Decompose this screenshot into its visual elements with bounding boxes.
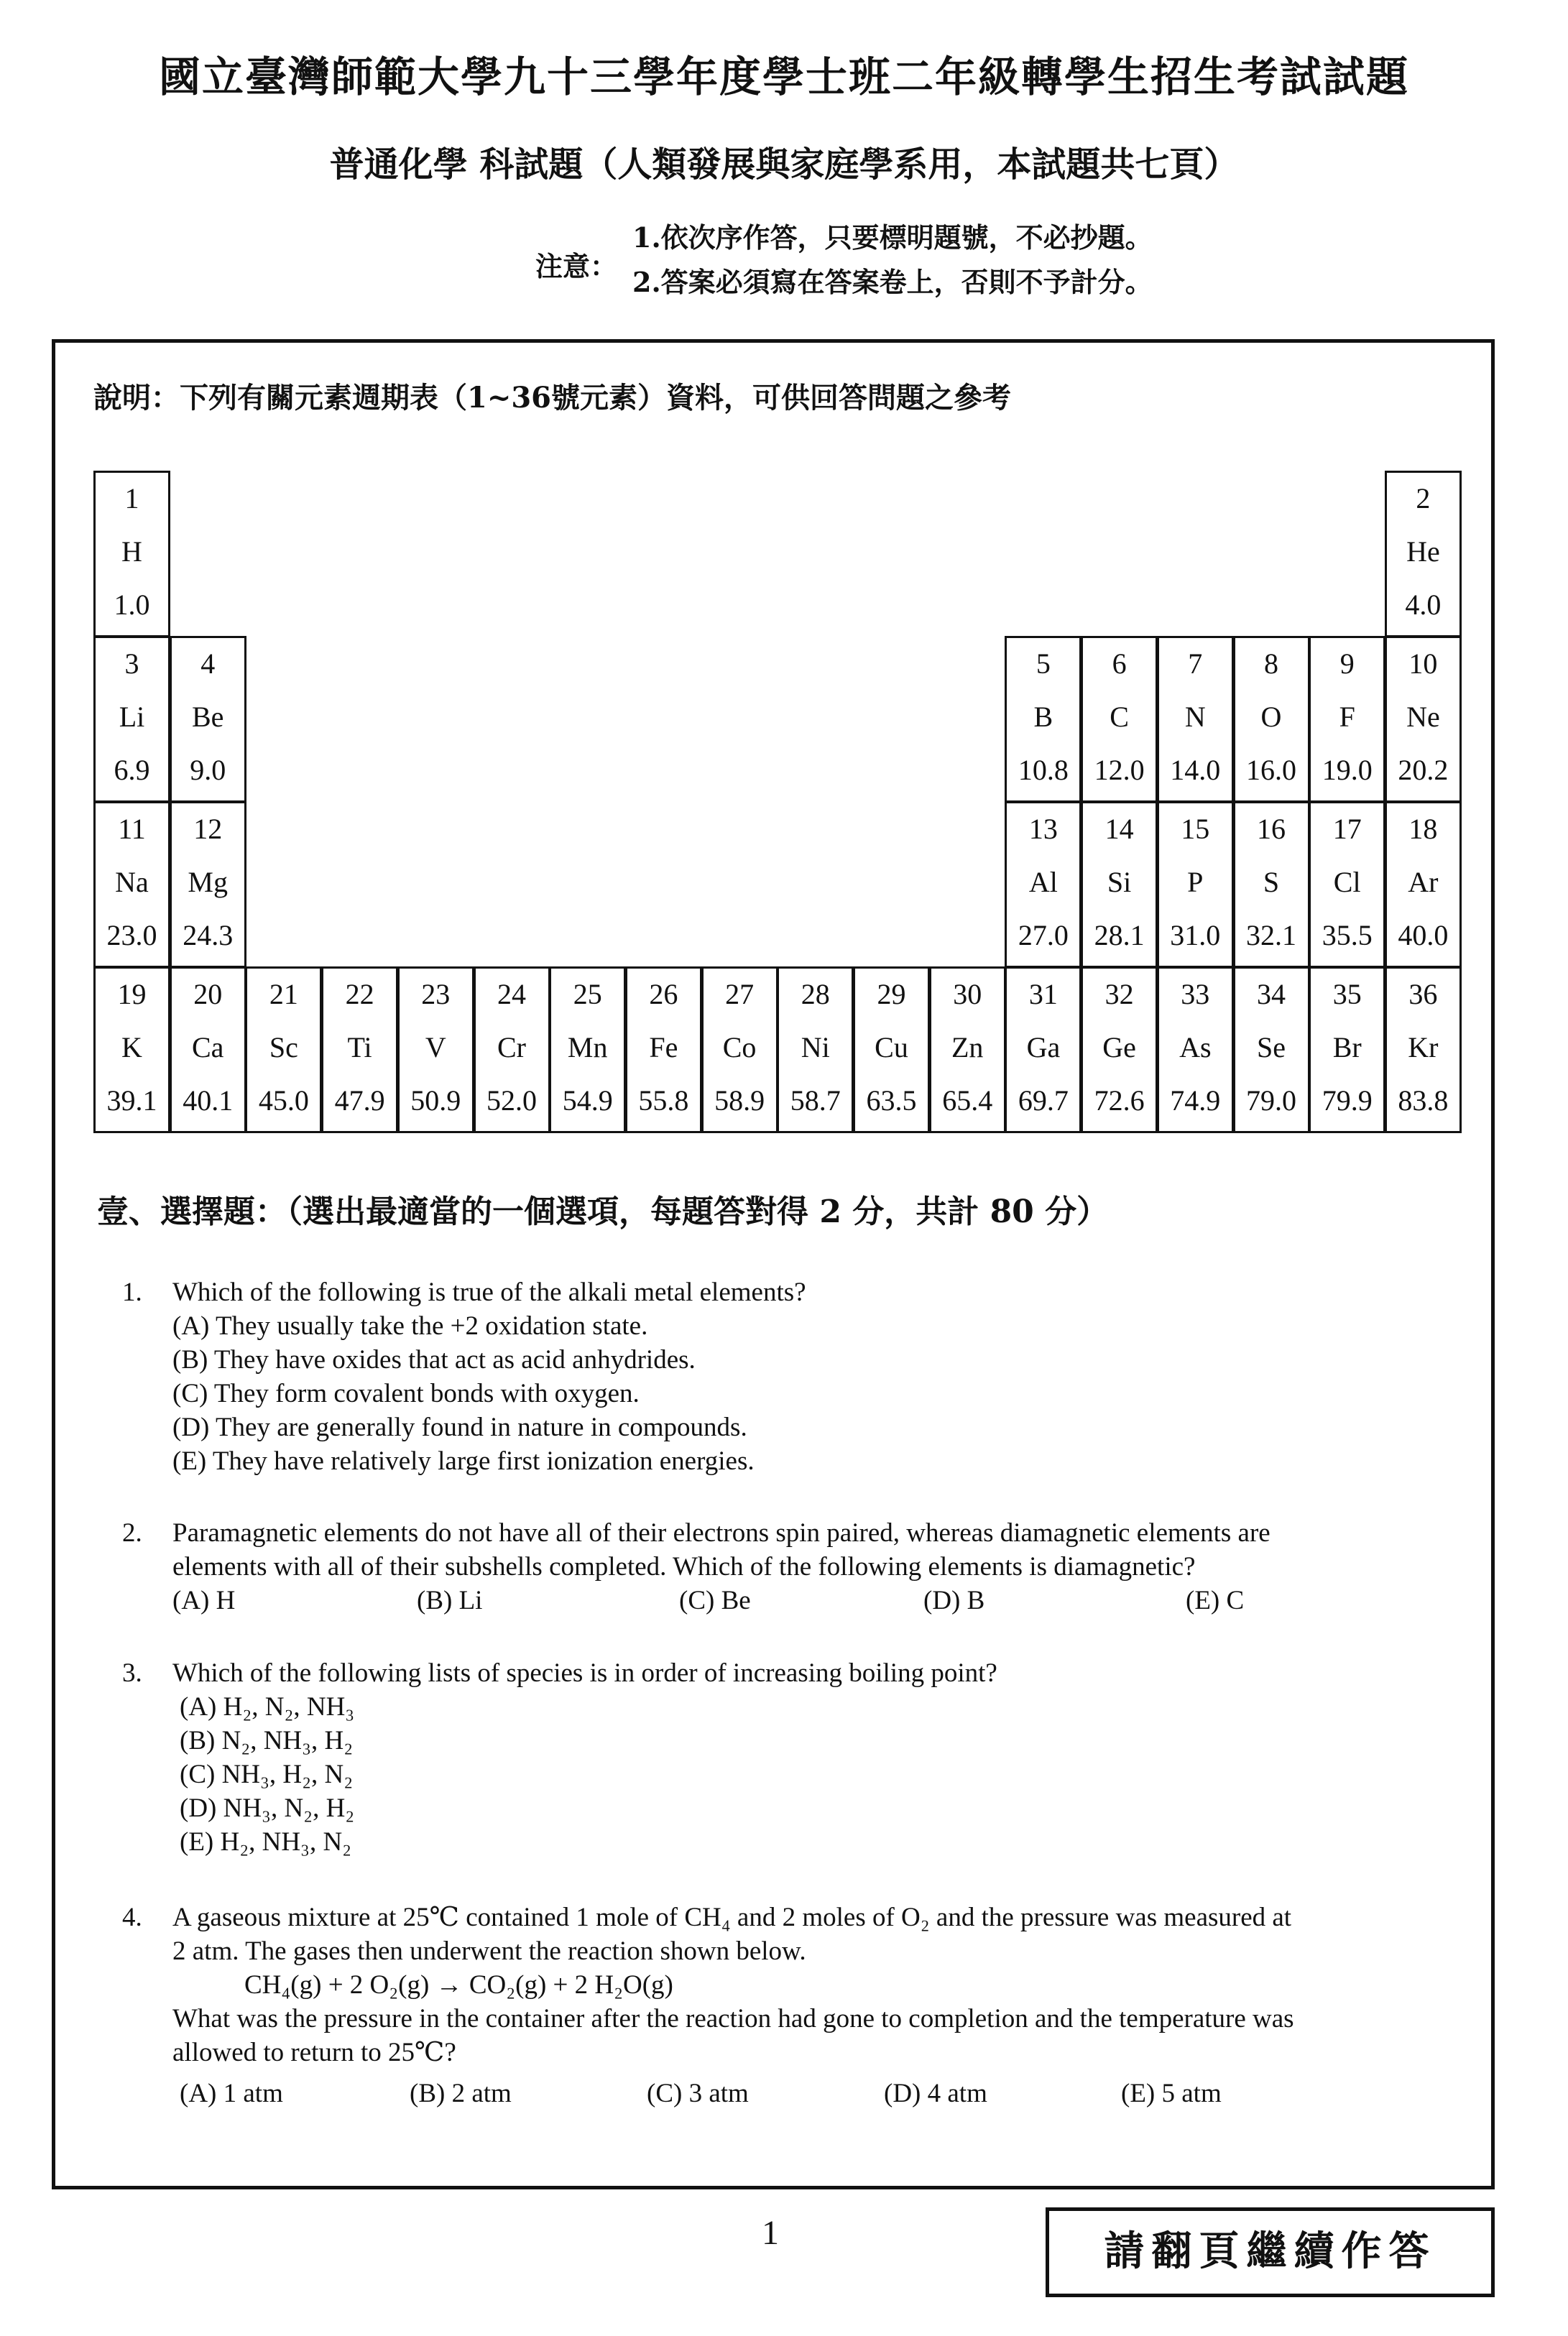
element-weight: 52.0 [486,1084,537,1117]
element-weight: 10.8 [1018,754,1069,786]
element-weight: 12.0 [1094,754,1145,786]
element-cell-36 [1385,966,1462,1133]
option-c: (C) 3 atm [647,2079,749,2108]
element-weight: 31.0 [1170,919,1221,951]
element-number: 19 [117,978,147,1010]
continue-notice: 請翻頁繼續作答 [1046,2207,1495,2297]
element-number: 9 [1339,647,1355,680]
element-number: 35 [1332,978,1362,1010]
option-d: (D) B [923,1586,985,1615]
element-symbol: Ca [191,1031,224,1063]
element-symbol: Ar [1408,866,1439,898]
element-number: 28 [801,978,830,1010]
element-weight: 74.9 [1170,1084,1221,1117]
element-symbol: Cu [875,1031,908,1063]
option-a: (A) H [172,1586,236,1615]
question-1 [122,1275,1452,1491]
element-number: 31 [1028,978,1058,1010]
element-symbol: Mn [567,1031,608,1063]
question-number: 1. [122,1278,142,1307]
element-weight: 4.0 [1405,588,1442,621]
option-b: (B) 2 atm [410,2079,512,2108]
element-number: 6 [1112,647,1127,680]
element-cell-25 [549,966,626,1133]
element-number: 3 [124,647,139,680]
element-cell-34 [1233,966,1310,1133]
element-number: 30 [953,978,982,1010]
element-cell-10 [1385,636,1462,803]
element-symbol: Sc [269,1031,298,1063]
element-symbol: Be [191,701,224,733]
element-cell-8 [1233,636,1310,803]
element-symbol: Ga [1026,1031,1061,1063]
element-symbol: Zn [951,1031,984,1063]
element-number: 32 [1104,978,1134,1010]
element-weight: 32.1 [1246,919,1296,951]
option-e: (E) C [1186,1586,1245,1615]
element-weight: 79.9 [1322,1084,1373,1117]
element-cell-7 [1157,636,1234,803]
element-weight: 63.5 [866,1084,917,1117]
element-number: 29 [877,978,906,1010]
question-4 [122,1901,1473,2130]
option-e: (E) They have relatively large first ionization energies. [172,1446,755,1476]
element-cell-17 [1309,801,1385,968]
exam-title: 國立臺灣師範大學九十三學年度學士班二年級轉學生招生考試試題 [158,52,1409,101]
option-a: (A) 1 atm [180,2079,283,2108]
question-2 [122,1516,1473,1631]
element-symbol: Al [1028,866,1058,898]
element-number: 33 [1181,978,1210,1010]
option-d: (D) NH₃, N₂, H₂ [180,1793,355,1823]
option-c: (C) NH₃, H₂, N₂ [180,1760,354,1789]
element-weight: 69.7 [1018,1084,1069,1117]
question-text-line-2: elements with all of their subshells completed. Which of the following elements is diamagnetic? [172,1552,1196,1582]
element-cell-5 [1005,636,1082,803]
element-weight: 19.0 [1322,754,1373,786]
element-symbol: H [121,535,142,568]
element-symbol: He [1406,535,1440,568]
element-number: 2 [1416,482,1431,514]
section-heading: 壹、選擇題：（選出最適當的一個選項，每題答對得 2 分，共計 80 分） [97,1194,1109,1230]
element-symbol: O [1260,701,1282,733]
reaction-equation: CH₄(g) + 2 O₂(g) → CO₂(g) + 2 H₂O(g) [244,1970,673,2000]
question-text-line-1: Paramagnetic elements do not have all of their electrons spin paired, whereas diamagnetic elements are [172,1518,1270,1548]
element-weight: 16.0 [1246,754,1296,786]
element-symbol: P [1187,866,1204,898]
element-number: 22 [345,978,374,1010]
element-symbol: K [121,1031,142,1063]
element-cell-2 [1385,471,1462,637]
option-b: (B) They have oxides that act as acid anhydrides. [172,1345,696,1375]
element-cell-30 [929,966,1006,1133]
element-symbol: Ti [347,1031,372,1063]
element-weight: 9.0 [190,754,226,786]
element-number: 12 [193,813,223,845]
element-cell-12 [170,801,246,968]
element-weight: 1.0 [114,588,150,621]
element-number: 11 [118,813,146,845]
element-number: 4 [200,647,216,680]
element-weight: 83.8 [1398,1084,1449,1117]
element-cell-18 [1385,801,1462,968]
option-c: (C) Be [679,1586,751,1615]
periodic-table-intro: 說明：下列有關元素週期表（1~36號元素）資料，可供回答問題之參考 [93,381,1012,415]
element-weight: 45.0 [258,1084,309,1117]
element-weight: 50.9 [410,1084,461,1117]
element-cell-21 [245,966,322,1133]
element-symbol: Se [1257,1031,1286,1063]
element-number: 7 [1188,647,1203,680]
option-b: (B) Li [417,1586,483,1615]
question-number: 3. [122,1658,142,1688]
question-text-line-2: 2 atm. The gases then underwent the reaction shown below. [172,1936,806,1966]
question-text-line-4: allowed to return to 25℃? [172,2038,456,2067]
element-symbol: S [1263,866,1280,898]
element-cell-11 [93,801,170,968]
element-cell-31 [1005,966,1082,1133]
option-d: (D) They are generally found in nature in compounds. [172,1413,747,1442]
element-weight: 40.1 [183,1084,234,1117]
notes-label: 注意： [535,250,618,282]
element-cell-1 [93,471,170,637]
element-cell-23 [397,966,474,1133]
option-e: (E) 5 atm [1121,2079,1222,2108]
element-weight: 39.1 [106,1084,157,1117]
element-symbol: Co [722,1031,757,1063]
element-cell-28 [777,966,854,1133]
element-symbol: Ne [1406,701,1440,733]
element-number: 25 [573,978,602,1010]
element-weight: 72.6 [1094,1084,1145,1117]
element-weight: 6.9 [114,754,150,786]
element-number: 17 [1332,813,1362,845]
question-number: 2. [122,1518,142,1548]
element-symbol: C [1110,701,1129,733]
element-symbol: Si [1107,866,1132,898]
option-d: (D) 4 atm [884,2079,987,2108]
element-symbol: Cl [1333,866,1361,898]
element-cell-35 [1309,966,1385,1133]
element-cell-29 [853,966,930,1133]
note-1: 1.依次序作答，只要標明題號，不必抄題。 [632,221,1153,254]
element-number: 26 [649,978,678,1010]
element-cell-33 [1157,966,1234,1133]
option-a: (A) H₂, N₂, NH₃ [180,1692,355,1722]
element-number: 14 [1104,813,1134,845]
element-number: 23 [421,978,451,1010]
element-cell-16 [1233,801,1310,968]
element-weight: 20.2 [1398,754,1449,786]
element-cell-20 [170,966,246,1133]
exam-subtitle: 普通化學 科試題（人類發展與家庭學系用，本試題共七頁） [329,144,1239,185]
element-symbol: Ge [1102,1031,1136,1063]
element-weight: 35.5 [1322,919,1373,951]
element-weight: 65.4 [942,1084,993,1117]
element-cell-15 [1157,801,1234,968]
element-number: 13 [1028,813,1058,845]
element-number: 15 [1181,813,1210,845]
element-cell-3 [93,636,170,803]
element-weight: 28.1 [1094,919,1145,951]
element-symbol: Mg [188,866,228,898]
element-weight: 27.0 [1018,919,1069,951]
element-weight: 23.0 [106,919,157,951]
element-cell-22 [321,966,398,1133]
option-c: (C) They form covalent bonds with oxygen. [172,1379,640,1408]
element-weight: 54.9 [562,1084,613,1117]
element-weight: 40.0 [1398,919,1449,951]
element-weight: 79.0 [1246,1084,1296,1117]
page-number: 1 [762,2214,779,2252]
option-b: (B) N₂, NH₃, H₂ [180,1726,354,1755]
element-symbol: Ni [801,1031,830,1063]
option-e: (E) H₂, NH₃, N₂ [180,1827,352,1857]
element-cell-6 [1081,636,1158,803]
element-symbol: Fe [649,1031,678,1063]
element-symbol: As [1179,1031,1212,1063]
element-weight: 24.3 [183,919,234,951]
question-text-line-1: A gaseous mixture at 25℃ contained 1 mole of CH₄ and 2 moles of O₂ and the pressure was measured at [172,1903,1292,1932]
element-weight: 55.8 [638,1084,689,1117]
element-number: 21 [269,978,298,1010]
element-cell-32 [1081,966,1158,1133]
element-symbol: N [1184,701,1206,733]
element-symbol: Na [115,866,149,898]
element-number: 10 [1408,647,1438,680]
element-symbol: V [425,1031,446,1063]
element-number: 1 [124,482,139,514]
element-weight: 58.7 [790,1084,841,1117]
element-cell-27 [701,966,778,1133]
element-number: 16 [1257,813,1286,845]
element-number: 20 [193,978,223,1010]
element-cell-13 [1005,801,1082,968]
question-3 [122,1656,1452,1872]
element-symbol: Li [119,701,145,733]
question-text: Which of the following lists of species is in order of increasing boiling point? [172,1658,997,1688]
element-cell-24 [474,966,550,1133]
element-symbol: Kr [1408,1031,1439,1063]
element-number: 18 [1408,813,1438,845]
note-2: 2.答案必須寫在答案卷上，否則不予計分。 [632,266,1153,298]
question-text: Which of the following is true of the alkali metal elements? [172,1278,806,1307]
element-symbol: F [1339,701,1355,733]
element-number: 34 [1257,978,1286,1010]
element-weight: 58.9 [714,1084,765,1117]
question-number: 4. [122,1903,142,1932]
element-cell-9 [1309,636,1385,803]
element-weight: 47.9 [334,1084,385,1117]
element-cell-19 [93,966,170,1133]
element-symbol: Cr [497,1031,526,1063]
element-cell-26 [625,966,702,1133]
element-cell-14 [1081,801,1158,968]
element-number: 27 [725,978,755,1010]
element-number: 36 [1408,978,1438,1010]
element-number: 24 [497,978,526,1010]
element-symbol: B [1033,701,1053,733]
element-symbol: Br [1332,1031,1362,1063]
element-weight: 14.0 [1170,754,1221,786]
element-number: 5 [1036,647,1051,680]
question-text-line-3: What was the pressure in the container after the reaction had gone to completion and the temperature was [172,2004,1294,2033]
element-number: 8 [1264,647,1278,680]
element-cell-4 [170,636,246,803]
option-a: (A) They usually take the +2 oxidation state. [172,1311,648,1341]
